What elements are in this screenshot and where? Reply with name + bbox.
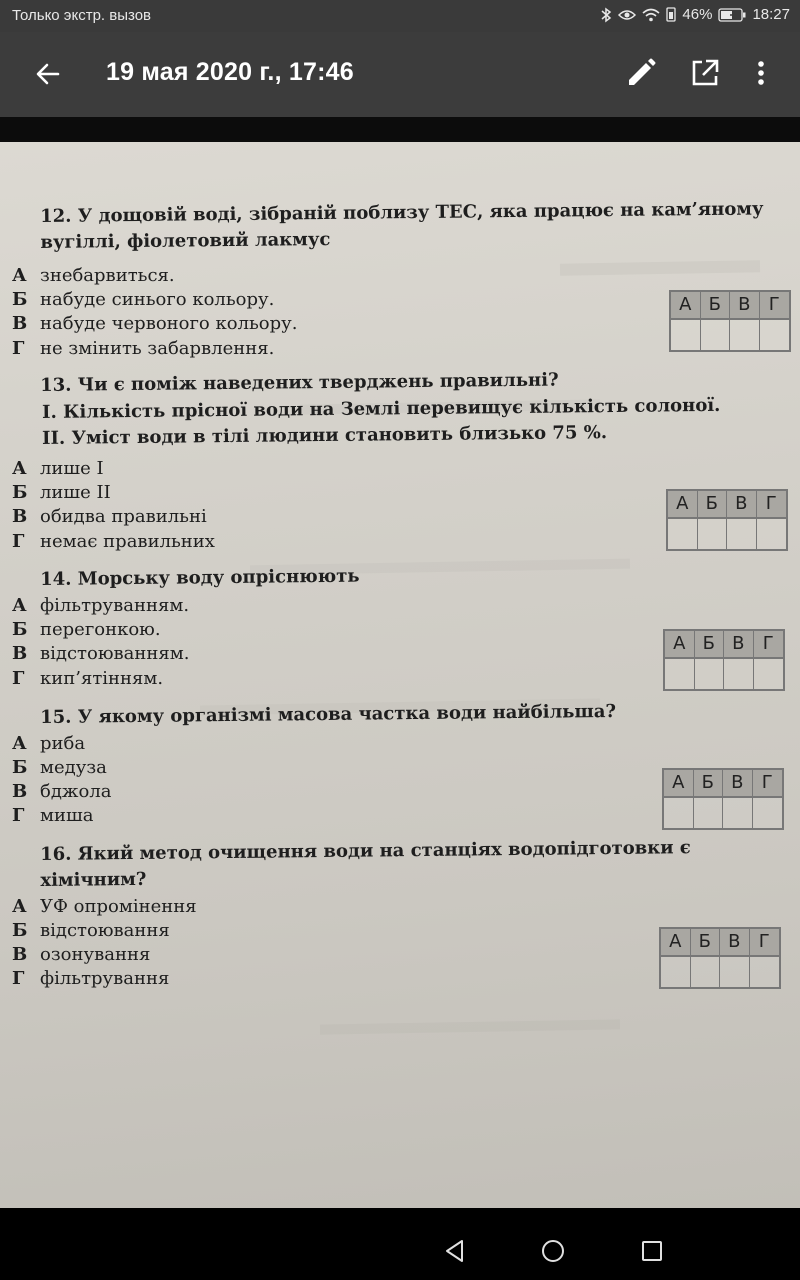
q14-cell-c[interactable] xyxy=(724,659,754,689)
q12-option-a[interactable]: А знебарвиться. xyxy=(12,265,175,286)
page-title: 19 мая 2020 г., 17:46 xyxy=(106,58,354,86)
q15-option-d[interactable]: Г миша xyxy=(12,805,94,826)
q13-option-b[interactable]: Б лише ІІ xyxy=(12,482,111,503)
q16-cell-a[interactable] xyxy=(661,957,691,987)
q16-cell-b[interactable] xyxy=(691,957,721,987)
q14-cell-b[interactable] xyxy=(695,659,725,689)
q13-statement-1: І. Кількість прісної води на Землі перевищує кількість солоної. xyxy=(42,394,721,423)
back-arrow-icon[interactable] xyxy=(32,58,64,90)
q16-cell-d[interactable] xyxy=(750,957,780,987)
q14-cell-a[interactable] xyxy=(665,659,695,689)
q12-cell-c[interactable] xyxy=(730,320,760,350)
q13-option-d[interactable]: Г немає правильних xyxy=(12,531,215,552)
more-vert-icon[interactable] xyxy=(744,56,778,90)
q14-option-c[interactable]: В відстоюванням. xyxy=(12,643,190,664)
question-15-title: 15. У якому організмі масова частка води найбільша? xyxy=(40,700,617,728)
question-12-title: 12. У дощовій воді, зібраній поблизу ТЕС, яка працює на кам’яному вугіллі, фіолетовий лакмус xyxy=(40,198,764,253)
q13-cell-d[interactable] xyxy=(757,519,787,549)
question-13-title: 13. Чи є поміж наведених тверджень правильні? xyxy=(40,369,559,396)
q13-option-a[interactable]: А лише І xyxy=(12,458,104,479)
q15-option-b[interactable]: Б медуза xyxy=(12,757,107,778)
question-14-title: 14. Морську воду опріснюють xyxy=(40,565,360,590)
open-external-icon[interactable] xyxy=(688,56,722,90)
q12-option-b[interactable]: Б набуде синього кольору. xyxy=(12,289,275,310)
q13-cell-b[interactable] xyxy=(698,519,728,549)
question-16-title: 16. Який метод очищення води на станціях водопідготовки є хімічним? xyxy=(40,837,691,891)
q15-cell-d[interactable] xyxy=(753,798,783,828)
edit-pencil-icon[interactable] xyxy=(624,56,658,90)
q12-cell-a[interactable] xyxy=(671,320,701,350)
q12-option-d[interactable]: Г не змінить забарвлення. xyxy=(12,338,275,359)
clock: 18:27 xyxy=(752,6,790,23)
document-photo xyxy=(0,142,800,1208)
system-nav-bar xyxy=(0,1208,800,1280)
home-circle-icon[interactable] xyxy=(540,1238,566,1264)
q15-cell-a[interactable] xyxy=(664,798,694,828)
q15-cell-c[interactable] xyxy=(723,798,753,828)
q14-cell-d[interactable] xyxy=(754,659,784,689)
q14-option-d[interactable]: Г кип’ятінням. xyxy=(12,668,164,689)
battery-percent: 46% xyxy=(682,6,713,23)
carrier-text: Только экстр. вызов xyxy=(12,7,152,24)
q16-cell-c[interactable] xyxy=(720,957,750,987)
q12-cell-b[interactable] xyxy=(701,320,731,350)
q13-cell-c[interactable] xyxy=(727,519,757,549)
back-triangle-icon[interactable] xyxy=(442,1238,468,1264)
app-bar xyxy=(0,32,800,117)
status-icons xyxy=(600,6,790,23)
eye-icon xyxy=(618,8,636,22)
q16-option-a[interactable]: А УФ опромінення xyxy=(12,896,197,917)
q14-option-b[interactable]: Б перегонкою. xyxy=(12,619,161,640)
q15-cell-b[interactable] xyxy=(694,798,724,828)
q16-option-d[interactable]: Г фільтрування xyxy=(12,968,170,989)
q13-statement-2: ІІ. Уміст води в тілі людини становить близько 75 %. xyxy=(42,422,608,449)
test-page xyxy=(0,142,800,1208)
status-bar xyxy=(0,0,800,32)
q16-option-b[interactable]: Б відстоювання xyxy=(12,920,170,941)
battery-charging-icon xyxy=(718,8,746,22)
bluetooth-icon xyxy=(600,7,612,23)
phone-battery-icon xyxy=(666,7,676,22)
recents-square-icon[interactable] xyxy=(639,1238,665,1264)
q16-option-c[interactable]: В озонування xyxy=(12,944,151,965)
q14-option-a[interactable]: А фільтруванням. xyxy=(12,595,190,616)
q12-answer-grid: А Б В Г xyxy=(669,290,791,352)
image-top-border xyxy=(0,117,800,142)
q15-answer-grid: А Б В Г xyxy=(662,768,784,830)
q12-cell-d[interactable] xyxy=(760,320,790,350)
q12-option-c[interactable]: В набуде червоного кольору. xyxy=(12,313,298,334)
q15-option-c[interactable]: В бджола xyxy=(12,781,112,802)
q15-option-a[interactable]: А риба xyxy=(12,733,86,754)
q14-answer-grid: А Б В Г xyxy=(663,629,785,691)
q13-answer-grid: А Б В Г xyxy=(666,489,788,551)
wifi-icon xyxy=(642,8,660,22)
q16-answer-grid: А Б В Г xyxy=(659,927,781,989)
q13-cell-a[interactable] xyxy=(668,519,698,549)
q13-option-c[interactable]: В обидва правильні xyxy=(12,506,207,527)
